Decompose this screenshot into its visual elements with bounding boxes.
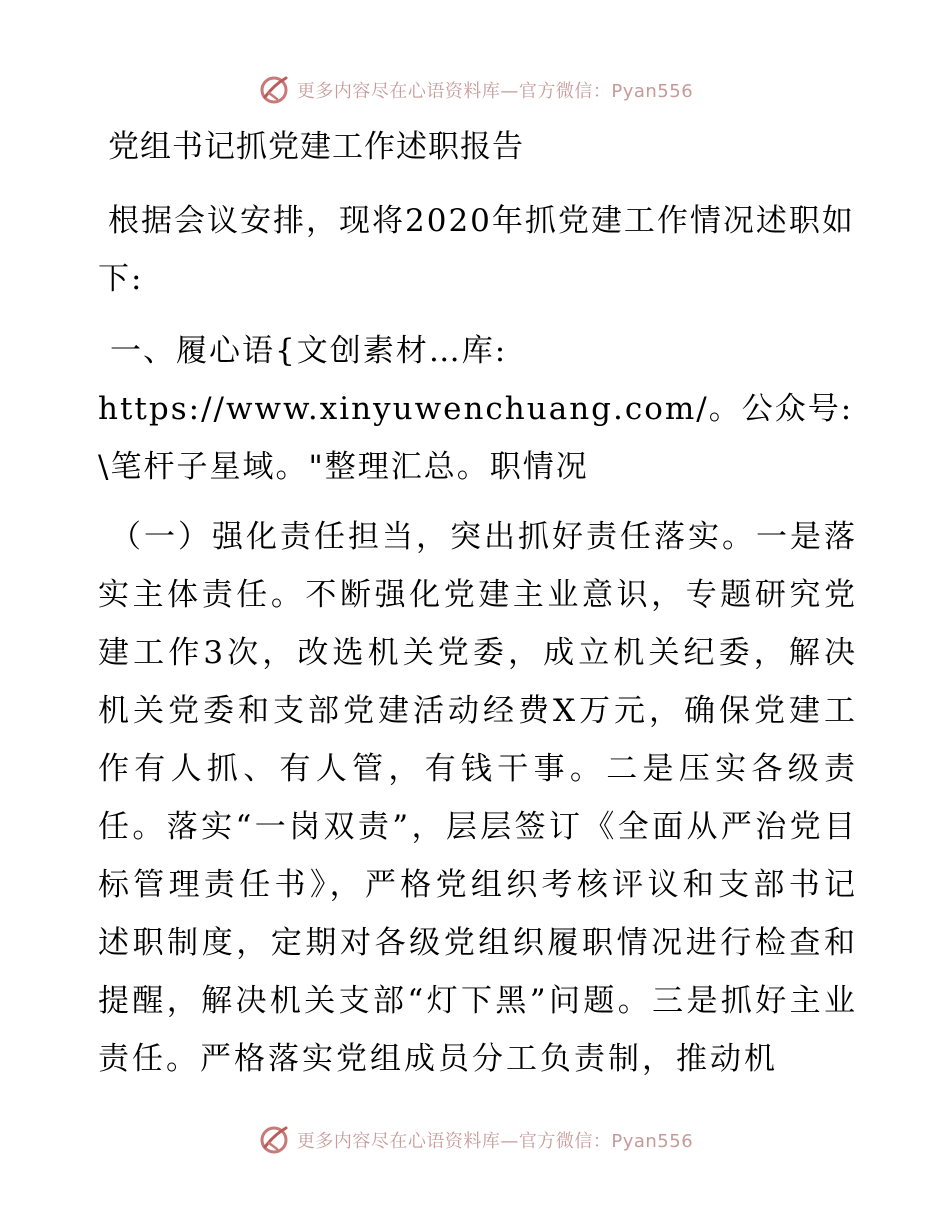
body-paragraph: （一）强化责任担当，突出抓好责任落实。一是落实主体责任。不断强化党建主业意识，专题研究党建工作3次，改选机关党委，成立机关纪委，解决机关党委和支部党建活动经费X万元，确保党建工作有人抓、有人管，有钱干事。二是压实各级责任。落实“一岗双责”，层层签订《全面从严治党目标管理责任书》，严格党组织考核评议和支部书记述职制度，定期对各级党组织履职情况进行检查和提醒，解决机关支部“灯下黑”问题。三是抓好主业责任。严格落实党组成员分工负责制，推动机 — [98, 519, 858, 1077]
watermark-footer — [0, 1120, 950, 1160]
watermark-text: 更多内容尽在心语资料库—官方微信：Pyan556 — [296, 81, 694, 102]
document-body — [98, 118, 858, 1088]
watermark-text: 更多内容尽在心语资料库—官方微信：Pyan556 — [296, 1131, 694, 1152]
document-title: 党组书记抓党建工作述职报告 — [108, 129, 524, 165]
watermark-header — [0, 70, 950, 110]
section-heading: 一、履心语{文创素材…库: https://www.xinyuwenchuang.com/。公众号: \笔杆子星域。"整理汇总。职情况 — [98, 333, 854, 485]
brush-swirl-logo-icon — [257, 1123, 291, 1157]
brush-swirl-logo-icon — [257, 73, 291, 107]
intro-paragraph: 根据会议安排，现将2020年抓党建工作情况述职如下: — [98, 203, 855, 297]
